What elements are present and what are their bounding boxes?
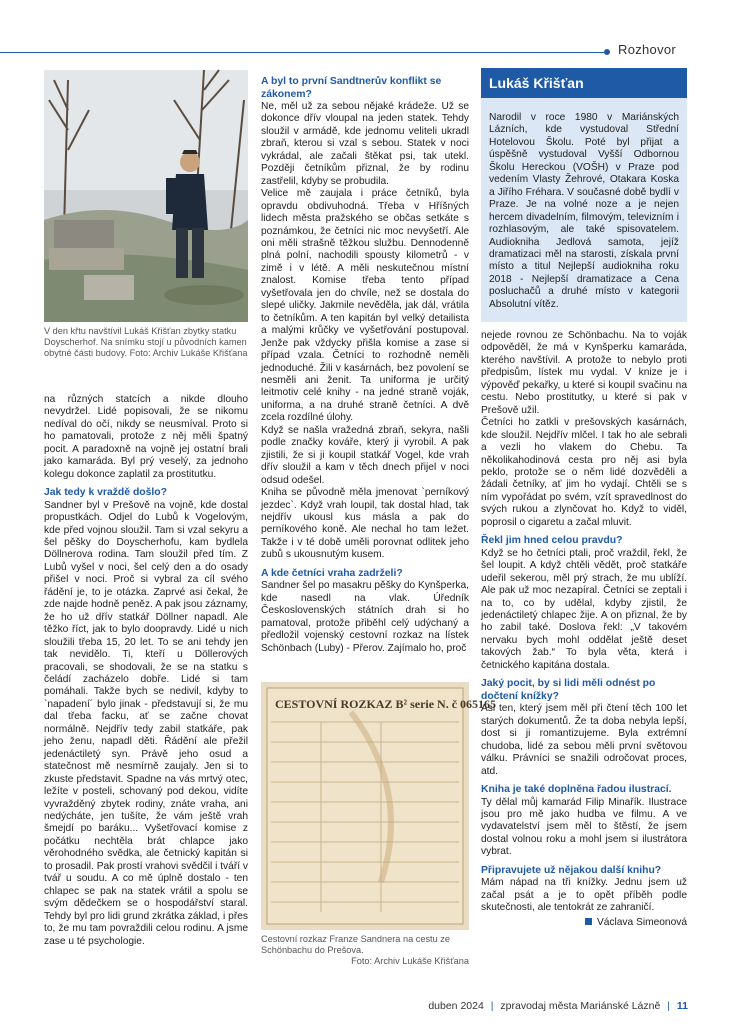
photo-lukas-kristan-at-ruins <box>44 70 248 322</box>
paragraph: Sandner šel po masakru pěšky do Kynšperka, kde nasedl na vlak. Úředník Československých státních drah si ho pamatoval, protože přiběhl celý udýchaný a předložil vojenský cestovní rozkaz na lístek Schönbach (Luby) - Přerov. Zajímalo ho, proč <box>261 580 469 654</box>
page-footer <box>428 1000 688 1012</box>
paragraph: Sandner byl v Prešově na vojně, kde dostal propustkách. Odjel do Lubů k Vogelovým, kde před vojnou sloužil. Tam si vzal sekyru a šel pěšky do Doyscherhofu, kam bydlela Döllnerova rodina. Tam sloužil před tím. Z Lubů vyšel v noci, šel celý den a do osady přišel v noci. Proč si vybral za cíl svého řádění je, to je otázka. Zaprvé asi čekal, že zde najde hodně peněz. A pak jsou záznamy, že ho už dřív statkář Döllner napadl. Ale těžko říct, jak to bylo doopravdy. Lidé u nich sloužili třeba 15, 20 let. To se ani tehdy jen tak nevidělo. Ti, kteří u Döllerových pracovali, se shodovali, že se na statku s čeládí zacházelo dobře. Lidé si tam pomáhali. Takže bych se nedivil, kdyby to `napadení´ bylo jinak - představují si, že mu dal třeba facku, ať se začne chovat normálně. Nejdřív tedy zabil statkáře, pak jeho ženu, napadl děti. Řádění ale přežil jedenáctiletý syn. Právě jeho osud a statečnost mě nesmírně zaujaly. Jen si to zkuste představit. Spadne na vás mrtvý otec, ležíte v posteli, schovaný pod dekou, vidíte vyvražděný zbytek rodiny, znáte vraha, ani nedýcháte, jen tušíte, že vám ještě vrah šmejdí po baráku... Vyšetřovací komise z počátku nechtěla brát chlapce jako věrohodného svědka, ale četnický kapitán si to prosadil. Pak prostí vrahovi svědčil i tváří v tvář u soudu. A co mě úplně dostalo - ten chlapec se pak na statek vrátil a spolu se svým dědečkem se o hospodářství staral. Tehdy byl pro lidi grund zkrátka základ, i přes to, že mu tam povraždili celou rodinu. A jsme zase u té psychologie. <box>44 499 248 947</box>
signature-square-icon <box>585 918 592 925</box>
paragraph: Když se našla vražedná zbraň, sekyra, našli podle značky kováře, který ji vyrobil. A pak zjistili, že si ji koupil statkář Vogel, kde vrah dřív sloužil a kam v těch dnech přijel v noci odsud odešel. <box>261 424 469 486</box>
interview-question: Připravujete už nějakou další knihu? <box>481 864 662 876</box>
photo1-caption: V den křtu navštívil Lukáš Křišťan zbytky statku Doyscherhof. Na snímku stojí u původních kamen obytné části budovy. Foto: Archiv Lukáše Křišťana <box>44 326 248 359</box>
photo-travel-order-document <box>261 682 497 930</box>
author-name: Václava Simeonová <box>596 916 687 928</box>
header-rule <box>0 52 610 53</box>
interview-question: Řekl jim hned celou pravdu? <box>481 535 623 547</box>
paragraph: Když se ho četníci ptali, proč vraždil, řekl, že šel loupit. A když chtěli vědět, proč statkáře udeřil sekerou, měl prý strach, že mu ublíží. Ale pak už moc nezapíral. Četníci se zeptali i na to, co by udělal, kdyby zjistil, že jedenáctiletý chlapec žije. A on přiznal, že by ho zabil také. Doslova řekl: „V takovém nervaku bych mohl oddělat ještě deset takových žab.“ To byla věta, která i četnického kapitána dostala. <box>481 547 687 671</box>
photo-illustration <box>44 70 248 322</box>
interview-question: Jak tedy k vraždě došlo? <box>44 487 168 499</box>
page-number: 11 <box>676 1000 688 1012</box>
author-signature <box>481 917 687 929</box>
paragraph: na různých statcích a nikde dlouho nevydržel. Lidé popisovali, že se nikomu nedíval do očí, nikdy se neusmíval. Proto si ho pamatovali, protože z něj měli špatný pocit. A paradoxně na vojně jej ostatní brali jako kamaráda. Byl prý veselý, za jednoho kolegu dokonce zaplatil za prostitutku. <box>44 394 248 480</box>
article-column-2 <box>261 76 469 655</box>
interview-question: Kniha je také doplněna řadou ilustrací. <box>481 784 672 795</box>
document-header-text: CESTOVNÍ ROZKAZ B² serie N. č 065165 <box>275 697 497 711</box>
paragraph: Mám nápad na tři knížky. Jednu jsem už začal psát a je to opět příběh podle skutečnosti, ale tentokrát ze zahraničí. <box>481 877 687 914</box>
photo2-credit: Foto: Archiv Lukáše Křišťana <box>351 956 469 967</box>
interview-question: A kde četníci vraha zadrželi? <box>261 567 403 579</box>
document-illustration <box>261 682 497 930</box>
footer-date: duben 2024 <box>428 1000 484 1012</box>
paragraph: Kniha se původně měla jmenovat `perníkový jezdec`. Když vrah loupil, tak dostal hlad, tak nejdřív ukousl kus másla a pak do perníkového koně. Ale nechal ho tam ležet. Takže i v té době uměli porovnat odlitek jeho zubů s ukousnutým kusem. <box>261 487 469 561</box>
photo2-caption-text: Cestovní rozkaz Franze Sandnera na cestu ze Schönbachu do Prešova. <box>261 934 450 956</box>
paragraph: Ne, měl už za sebou nějaké krádeže. Už se dokonce dřív vloupal na jeden statek. Tehdy sloužil v armádě, kde jednomu veliteli ukradl zbraň, kterou si vzal s sebou. Statek v noci vykrádal, ale začali štěkat psi, tak utekl. Později četníkům přiznal, že by rodinu zastřelil, kdyby se probudila. <box>261 101 469 187</box>
profile-bio: Narodil v roce 1980 v Mariánských Lázních, kde vystudoval Střední Hotelovou Školu. Poté byl přijat a úspěšně vystudoval Vyšší Odbornou Školu Hereckou (VOŠH) v Praze pod vedením Vlasty Žehrové, Otakara Koska a Jiřího Fréhara. V současné době bydlí v Praze. Je na volné noze a je nejen hercem divadelním, filmovým, televizním i rozhlasovým, ale také spisovatelem. Audiokniha Jedlová samota, jejíž dramatizaci měl na starosti, získala první místo a titul Nejlepší audiokniha roku 2018 - Nejlepší dramatizace a Cena posluchačů a druhé místo v kategorii Absolutní vítěz. <box>489 112 679 310</box>
article-column-3 <box>481 330 687 929</box>
photo2-caption <box>261 934 469 968</box>
paragraph: Velice mě zaujala i práce četníků, byla opravdu obdivuhodná. Třeba v Hříšných lidech města pražského se občas setkáte s poznámkou, že četníci nic moc nevyšetří. Ale oni měli strašně těžkou službu. Dennodenně plná polní, nachodili spousty kilometrů - v zimě i v létě. A měli neskutečnou místní znalost. Komise třeba tento případ vyšetřovala jen do chvíle, než se dostala do slepé uličky. Jakmile nevěděla, jak dál, vrátila to četníkům. A ten kapitán byl velký detailista a malými krůčky ve vyšetřování postupoval. Jenže pak vždycky přišla komise a zase si případ vzala. Četníci to rozhodně neměli jednoduché. Žili v kasárnách, bez povolení se nesměli ani ženit. Ta uniforma je určitý leitmotiv celé knihy - na jedné straně voják, uniforma, a na druhé straně četníci. A dvě zcela rozdílné úlohy. <box>261 188 469 424</box>
interview-question: Jaký pocit, by si lidi měli odnést po dočtení knížky? <box>481 678 656 702</box>
header-rule-dot <box>604 49 610 55</box>
profile-name: Lukáš Křišťan <box>481 68 687 98</box>
footer-publication: zpravodaj města Mariánské Lázně <box>500 1000 661 1012</box>
footer-separator: | <box>490 1000 494 1012</box>
article-column-1 <box>44 394 248 948</box>
paragraph: Ty dělal můj kamarád Filip Minařík. Ilustrace jsou pro mě jako hudba ve filmu. A ve vydavatelství jsem měl to štěstí, že jsem dostal volnou roku a mohl jsem si ilustrátora vybrat. <box>481 796 687 858</box>
paragraph: Četníci ho zatkli v prešovských kasárnách, kde sloužil. Nejdřív mlčel. I tak ho ale sebrali a vezli ho vlakem do Chebu. Ta několikahodinová cesta pro něj asi byla peklo, protože se o něm lidé dozvěděli a žádali četníky, ať jim ho vydají. Chtěli se s ním vypořádat po svém, vzít spravedlnost do svých rukou a zlynčovat ho. Když to viděl, poprosil o cigaretu a začal mluvit. <box>481 417 687 528</box>
section-title: Rozhovor <box>618 42 677 57</box>
paragraph: nejede rovnou ze Schönbachu. Na to voják odpověděl, že má v Kynšperku kamaráda, kterého navštívil. A protože to nebylo proti předpisům, lístek mu vydal. V knize je i výpověď pekařky, u které si koupil svačinu na cestu. Nebo prostitutky, u které si pak v Prešově užil. <box>481 330 687 416</box>
paragraph: Asi ten, který jsem měl při čtení těch 100 let starých dokumentů. Že ta doba nebyla lepší, dost si ji romantizujeme. Byla extrémní chudoba, lidé za sebou měli první světovou válku. Právníci se snažili odročovat proces, atd. <box>481 703 687 777</box>
interview-question: A byl to první Sandtnerův konflikt se zákonem? <box>261 76 442 100</box>
footer-separator: | <box>667 1000 670 1012</box>
profile-box <box>481 68 687 322</box>
